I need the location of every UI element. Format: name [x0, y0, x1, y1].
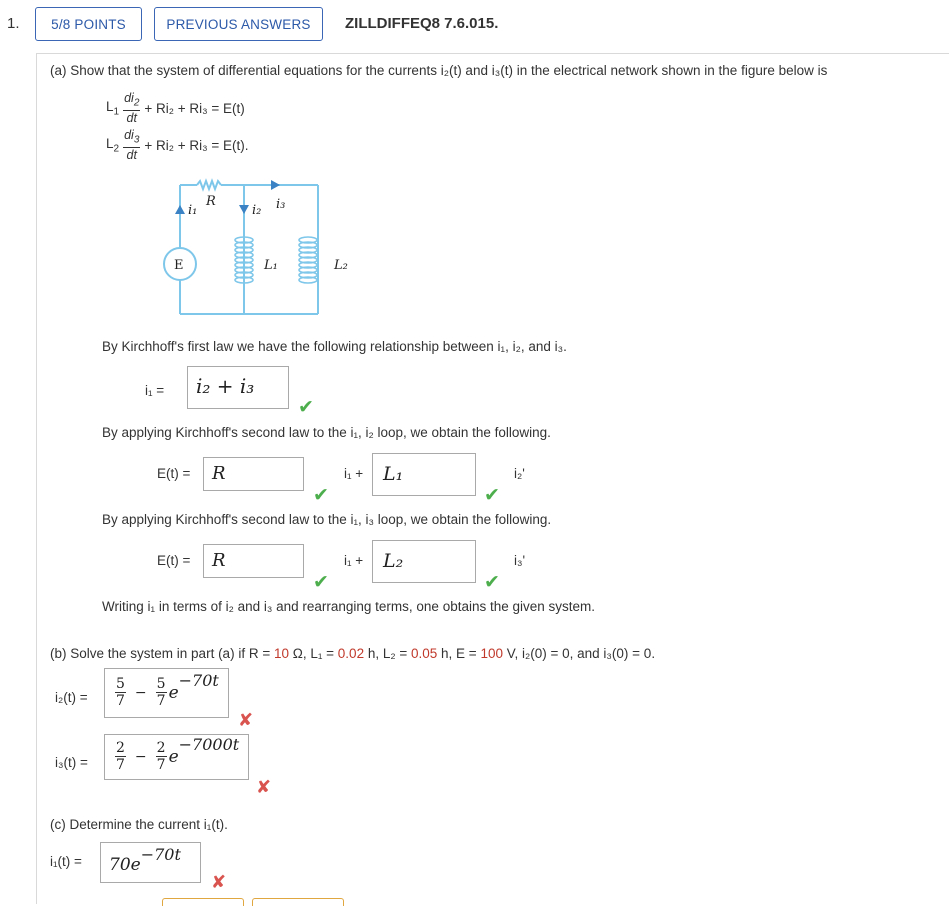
part-a-intro: (a) Show that the system of differential equations for the currents i₂(t) and i₃(t) in the electrical network shown in the figure below is — [50, 63, 828, 78]
loop13-mid: i₁ + — [344, 553, 364, 568]
points-button[interactable]: 5/8 POINTS — [35, 7, 142, 41]
correct-check-icon: ✔ — [484, 572, 500, 593]
part-a-conclusion: Writing i₁ in terms of i₂ and i₃ and rearranging terms, one obtains the given system. — [102, 599, 596, 614]
incorrect-cross-icon: ✘ — [256, 777, 272, 797]
i1-answer-box[interactable]: i₂ + i₃ — [187, 366, 289, 409]
kirchhoff-second-12-text: By applying Kirchhoff's second law to the i₁, i₂ loop, we obtain the following. — [102, 425, 551, 440]
et-label-2: E(t) = — [157, 553, 191, 568]
correct-check-icon: ✔ — [313, 485, 329, 506]
i1t-answer-box[interactable]: 70e −70t — [100, 842, 201, 883]
problem-id: ZILLDIFFEQ8 7.6.015. — [345, 15, 499, 32]
loop12-l1-box[interactable]: L₁ — [372, 453, 476, 496]
equation-1-rhs: + Ri₂ + Ri₃ = E(t) — [144, 100, 245, 116]
i3-answer-box[interactable]: $\frac{2}{7}$ − $\frac{2}{7}$ e −7000t — [104, 734, 249, 780]
practice-button[interactable] — [252, 898, 344, 906]
previous-answers-button[interactable]: PREVIOUS ANSWERS — [154, 7, 323, 41]
loop12-mid: i₁ + — [344, 466, 364, 481]
i2-answer-box[interactable]: $\frac{5}{7}$ − $\frac{5}{7}$ e −70t — [104, 668, 229, 718]
part-b-intro: (b) Solve the system in part (a) if R = 10 Ω, L₁ = 0.02 h, L₂ = 0.05 h, E = 100 V, i₂(0) = 0, and i₃(0) = 0. — [50, 646, 656, 661]
i3-label: i₃(t) = — [55, 755, 88, 770]
submit-button[interactable] — [162, 898, 244, 906]
arrow-right-icon — [271, 180, 280, 190]
correct-check-icon: ✔ — [298, 397, 314, 418]
arrow-down-icon — [239, 205, 249, 214]
equation-2-rhs: + Ri₂ + Ri₃ = E(t). — [144, 137, 249, 153]
correct-check-icon: ✔ — [313, 572, 329, 593]
label-E: E — [174, 258, 184, 273]
loop13-r-box[interactable]: R — [203, 544, 304, 578]
et-label-1: E(t) = — [157, 466, 191, 481]
label-i2: i₂ — [252, 203, 262, 218]
question-number: 1. — [7, 15, 20, 32]
label-i1: i₁ — [188, 203, 198, 218]
equation-1: $L_1$ $\frac{di_2}{dt}$ + Ri₂ + Ri₃ = E(t) — [106, 91, 245, 125]
i1t-label: i₁(t) = — [50, 854, 82, 869]
loop12-r-box[interactable]: R — [203, 457, 304, 491]
kirchhoff-second-13-text: By applying Kirchhoff's second law to the i₁, i₃ loop, we obtain the following. — [102, 512, 552, 527]
arrow-up-icon — [175, 205, 185, 214]
i1-label: i₁ = — [145, 383, 165, 398]
equation-2: $L_2$ $\frac{di_3}{dt}$ + Ri₂ + Ri₃ = E(t). — [106, 128, 249, 162]
divider — [36, 53, 949, 54]
given-r-value: 10 — [273, 646, 289, 661]
part-c-intro: (c) Determine the current i₁(t). — [50, 817, 228, 832]
given-e-value: 100 — [480, 646, 503, 661]
label-R: R — [206, 194, 216, 209]
circuit-diagram — [150, 172, 380, 324]
label-i3: i₃ — [276, 197, 286, 212]
given-l2-value: 0.05 — [411, 646, 438, 661]
label-L2: L₂ — [334, 258, 348, 273]
given-l1-value: 0.02 — [337, 646, 365, 661]
loop12-end: i₂' — [514, 466, 525, 481]
label-L1: L₁ — [264, 258, 278, 273]
correct-check-icon: ✔ — [484, 485, 500, 506]
divider — [36, 53, 37, 904]
incorrect-cross-icon: ✘ — [238, 710, 254, 730]
i2-label: i₂(t) = — [55, 690, 88, 705]
loop13-end: i₃' — [514, 553, 526, 568]
incorrect-cross-icon: ✘ — [211, 872, 227, 892]
kirchhoff-first-text: By Kirchhoff's first law we have the following relationship between i₁, i₂, and i₃. — [102, 339, 567, 354]
loop13-l2-box[interactable]: L₂ — [372, 540, 476, 583]
